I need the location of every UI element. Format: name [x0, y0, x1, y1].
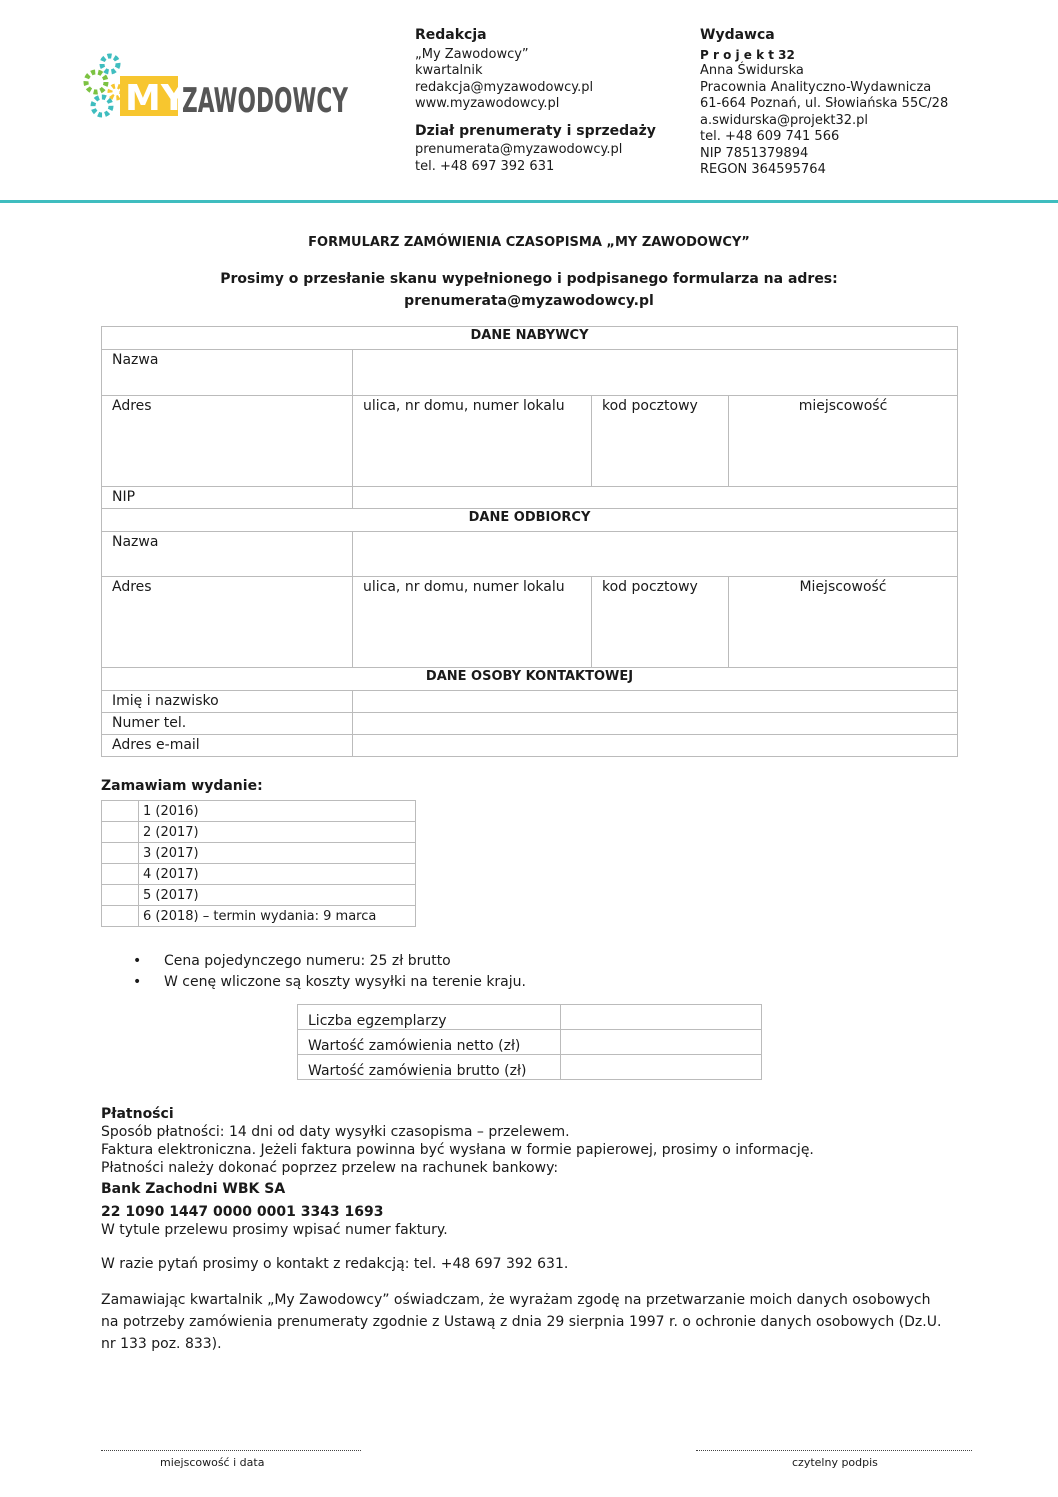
issue-label: 6 (2018) – termin wydania: 9 marca: [139, 906, 416, 927]
issue-checkbox[interactable]: [102, 864, 139, 885]
table-row: [102, 885, 416, 906]
summary-label: Wartość zamówienia netto (zł): [298, 1030, 561, 1055]
list-item: • Cena pojedynczego numeru: 25 zł brutto: [133, 951, 526, 972]
table-row: [102, 843, 416, 864]
form-email[interactable]: prenumerata@myzawodowcy.pl: [404, 293, 654, 309]
form-subtitle: Prosimy o przesłanie skanu wypełnionego i podpisanego formularza na adres:: [220, 271, 838, 287]
issue-label: 5 (2017): [139, 885, 416, 906]
buyer-header: DANE NABYWCY: [102, 327, 958, 350]
city-label: Miejscowość: [799, 579, 887, 595]
table-row: [102, 864, 416, 885]
wydawca-email[interactable]: a.swidurska@projekt32.pl: [700, 112, 869, 128]
form-title: FORMULARZ ZAMÓWIENIA CZASOPISMA „MY ZAWODOWCY”: [308, 235, 750, 250]
sales-email[interactable]: prenumerata@myzawodowcy.pl: [415, 142, 623, 157]
contact-email-label: Adres e-mail: [102, 735, 353, 757]
table-row: [102, 906, 416, 927]
sales-phone: tel. +48 697 392 631: [415, 158, 555, 174]
wydawca-line: Anna Świdurska: [700, 63, 804, 78]
table-row: [298, 1055, 762, 1080]
buyer-name-label: Nazwa: [102, 350, 353, 396]
summary-table: [297, 1004, 762, 1080]
issue-label: 2 (2017): [139, 822, 416, 843]
buyer-city-field[interactable]: [729, 396, 958, 487]
sales-heading: Dział prenumeraty i sprzedaży: [415, 122, 656, 139]
buyer-name-field[interactable]: [353, 350, 958, 396]
contact-note: W razie pytań prosimy o kontakt z redakcją: tel. +48 697 392 631.: [101, 1256, 569, 1272]
summary-field[interactable]: [561, 1055, 762, 1080]
recipient-postal-field[interactable]: [592, 577, 729, 668]
logo: [80, 52, 355, 124]
contact-person-label: Imię i nazwisko: [102, 691, 353, 713]
header-separator: [0, 200, 1058, 203]
redakcja-block: [415, 27, 656, 175]
recipient-street-field[interactable]: [353, 577, 592, 668]
wydawca-brand: P r o j e k t 32: [700, 47, 795, 62]
table-row: [298, 1030, 762, 1055]
wydawca-line: NIP 7851379894: [700, 145, 809, 161]
logo-zawodowcy: ZAWODOWCY: [182, 81, 349, 121]
recipient-city-field[interactable]: [729, 577, 958, 668]
summary-label: Wartość zamówienia brutto (zł): [298, 1055, 561, 1080]
summary-label: Liczba egzemplarzy: [298, 1005, 561, 1030]
issue-label: 4 (2017): [139, 864, 416, 885]
order-form-table: [101, 326, 958, 757]
issue-label: 1 (2016): [139, 801, 416, 822]
signature-label: czytelny podpis: [792, 1456, 878, 1469]
payment-section: [101, 1105, 961, 1355]
table-row: [102, 801, 416, 822]
wydawca-line: 61-664 Poznań, ul. Słowiańska 55C/28: [700, 96, 949, 111]
wydawca-line: REGON 364595764: [700, 162, 826, 177]
gears-icon: [80, 52, 355, 124]
buyer-postal-field[interactable]: [592, 396, 729, 487]
order-heading: Zamawiam wydanie:: [101, 778, 263, 794]
wydawca-line: Pracownia Analityczno-Wydawnicza: [700, 79, 932, 95]
recipient-name-field[interactable]: [353, 532, 958, 577]
city-label: miejscowość: [798, 398, 888, 414]
table-row: [102, 822, 416, 843]
bank-name: Bank Zachodni WBK SA: [101, 1181, 286, 1197]
recipient-name-label: Nazwa: [102, 532, 353, 577]
redakcja-line: „My Zawodowcy”: [415, 46, 529, 62]
issue-checkbox[interactable]: [102, 822, 139, 843]
date-signature-line[interactable]: [101, 1450, 361, 1451]
price-notes: [133, 951, 526, 993]
redakcja-line: kwartalnik: [415, 63, 483, 78]
wydawca-heading: Wydawca: [700, 27, 775, 43]
street-label: ulica, nr domu, numer lokalu: [363, 398, 565, 414]
recipient-header: DANE ODBIORCY: [102, 509, 958, 532]
issues-table: [101, 800, 416, 927]
redakcja-www[interactable]: www.myzawodowcy.pl: [415, 96, 560, 111]
recipient-address-label: Adres: [102, 577, 353, 668]
table-row: [298, 1005, 762, 1030]
contact-email-field[interactable]: [353, 735, 958, 757]
payment-line: Sposób płatności: 14 dni od daty wysyłki czasopisma – przelewem.: [101, 1124, 570, 1140]
issue-checkbox[interactable]: [102, 906, 139, 927]
wydawca-line: tel. +48 609 741 566: [700, 129, 840, 144]
summary-field[interactable]: [561, 1005, 762, 1030]
postal-label: kod pocztowy: [602, 398, 698, 414]
contact-header: DANE OSOBY KONTAKTOWEJ: [102, 668, 958, 691]
redakcja-heading: Redakcja: [415, 27, 487, 43]
contact-phone-label: Numer tel.: [102, 713, 353, 735]
list-item: • W cenę wliczone są koszty wysyłki na terenie kraju.: [133, 972, 526, 993]
street-label: ulica, nr domu, numer lokalu: [363, 579, 565, 595]
payment-line: Płatności należy dokonać poprzez przelew na rachunek bankowy:: [101, 1160, 559, 1176]
buyer-nip-field[interactable]: [353, 487, 958, 509]
issue-checkbox[interactable]: [102, 801, 139, 822]
buyer-address-label: Adres: [102, 396, 353, 487]
consent-text: Zamawiając kwartalnik „My Zawodowcy” oświadczam, że wyrażam zgodę na przetwarzanie moich danych osobowych na potrzeby zamówienia prenumeraty zgodnie z Ustawą z dnia 29 sierpnia 1997 r. o ochronie danych osobowych (Dz.U. nr 133 poz. 833).: [101, 1292, 942, 1352]
wydawca-block: [700, 27, 948, 179]
postal-label: kod pocztowy: [602, 579, 698, 595]
buyer-street-field[interactable]: [353, 396, 592, 487]
date-signature-label: miejscowość i data: [160, 1456, 265, 1469]
logo-my: MY: [125, 78, 187, 119]
summary-field[interactable]: [561, 1030, 762, 1055]
redakcja-email[interactable]: redakcja@myzawodowcy.pl: [415, 79, 594, 95]
buyer-nip-label: NIP: [102, 487, 353, 509]
issue-checkbox[interactable]: [102, 885, 139, 906]
issue-checkbox[interactable]: [102, 843, 139, 864]
contact-person-field[interactable]: [353, 691, 958, 713]
bank-account: 22 1090 1447 0000 0001 3343 1693: [101, 1204, 384, 1220]
payment-line: Faktura elektroniczna. Jeżeli faktura powinna być wysłana w formie papierowej, prosimy o informację.: [101, 1142, 814, 1158]
payment-heading: Płatności: [101, 1106, 174, 1122]
issue-label: 3 (2017): [139, 843, 416, 864]
payment-title-note: W tytule przelewu prosimy wpisać numer faktury.: [101, 1222, 448, 1238]
signature-line[interactable]: [696, 1450, 972, 1451]
contact-phone-field[interactable]: [353, 713, 958, 735]
